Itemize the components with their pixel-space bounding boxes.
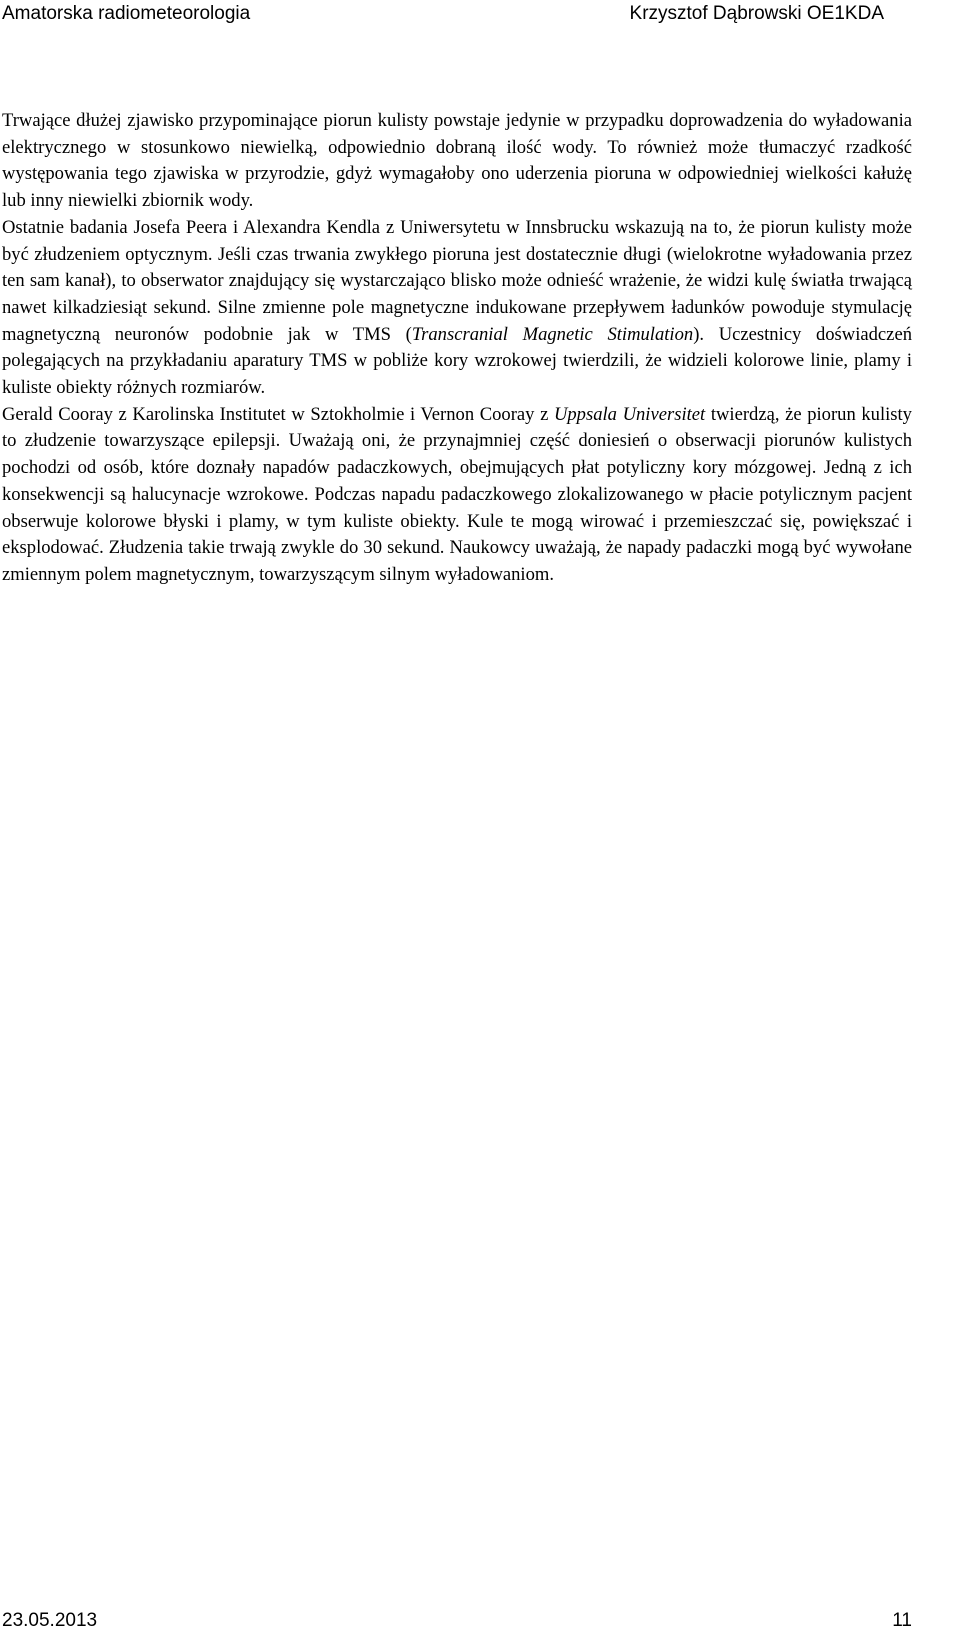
header-author: Krzysztof Dąbrowski OE1KDA — [629, 3, 884, 24]
page-header — [0, 0, 960, 30]
paragraph-epilepsy — [2, 402, 912, 589]
paragraph-text: Trwające dłużej zjawisko przypominające piorun kulisty powstaje jedynie w przypadku doprowadzenia do wyładowania elektrycznego w stosunkowo niewielką, odpowiednio dobraną ilość wody. To również może tłumaczyć rzadkość występowania tego zjawiska w przyrodzie, gdyż wymagałoby ono uderzenia pioruna w odpowiedniej wielkości kałużę lub inny niewielki zbiornik wody. — [2, 110, 912, 212]
header-title: Amatorska radiometeorologia — [2, 3, 251, 24]
article-body — [2, 108, 912, 589]
paragraph-text: ). Uczestnicy doświadczeń polegających na przykładaniu aparatury TMS w pobliże kory wzrokowej twierdzili, że widzieli kolorowe linie, plamy i kuliste obiekty różnych rozmiarów. — [2, 323, 912, 399]
paragraph-text: Gerald Cooray z Karolinska Institutet w Sztokholmie i Vernon Cooray z — [2, 403, 554, 425]
paragraph-optical-illusion — [2, 215, 912, 402]
italic-term: Transcranial Magnetic Stimulation — [411, 323, 694, 345]
page-footer — [0, 1607, 960, 1637]
italic-term: Uppsala Universitet — [553, 403, 706, 425]
paragraph-water-discharge — [2, 108, 912, 215]
page-number: 11 — [892, 1610, 912, 1631]
paragraph-text: twierdzą, że piorun kulisty to złudzenie towarzyszące epilepsji. Uważają oni, że przynajmniej część doniesień o obserwacji piorunów kulistych pochodzi od osób, które doznały napadów padaczkowych, obejmujących płat potyliczny kory mózgowej. Jedną z ich konsekwencji są halucynacje wzrokowe. Podczas napadu padaczkowego zlokalizowanego w płacie potylicznym pacjent obserwuje kolorowe błyski i plamy, w tym kuliste obiekty. Kule te mogą wirować i przemieszczać się, powiększać i eksplodować. Złudzenia takie trwają zwykle do 30 sekund. Naukowcy uważają, że napady padaczki mogą być wywołane zmiennym polem magnetycznym, towarzyszącym silnym wyładowaniom. — [2, 403, 912, 585]
footer-date: 23.05.2013 — [2, 1610, 98, 1631]
paragraph-text: Ostatnie badania Josefa Peera i Alexandra Kendla z Uniwersytetu w Innsbrucku wskazują na to, że piorun kulisty może być złudzeniem optycznym. Jeśli czas trwania zwykłego pioruna jest dostatecznie długi (wielokrotne wyładowania przez ten sam kanał), to obserwator znajdujący się wystarczająco blisko może odnieść wrażenie, że widzi kulę światła trwającą nawet kilkadziesiąt sekund. Silne zmienne pole magnetyczne indukowane przepływem ładunków powoduje stymulację magnetyczną neuronów podobnie jak w TMS ( — [2, 216, 912, 345]
